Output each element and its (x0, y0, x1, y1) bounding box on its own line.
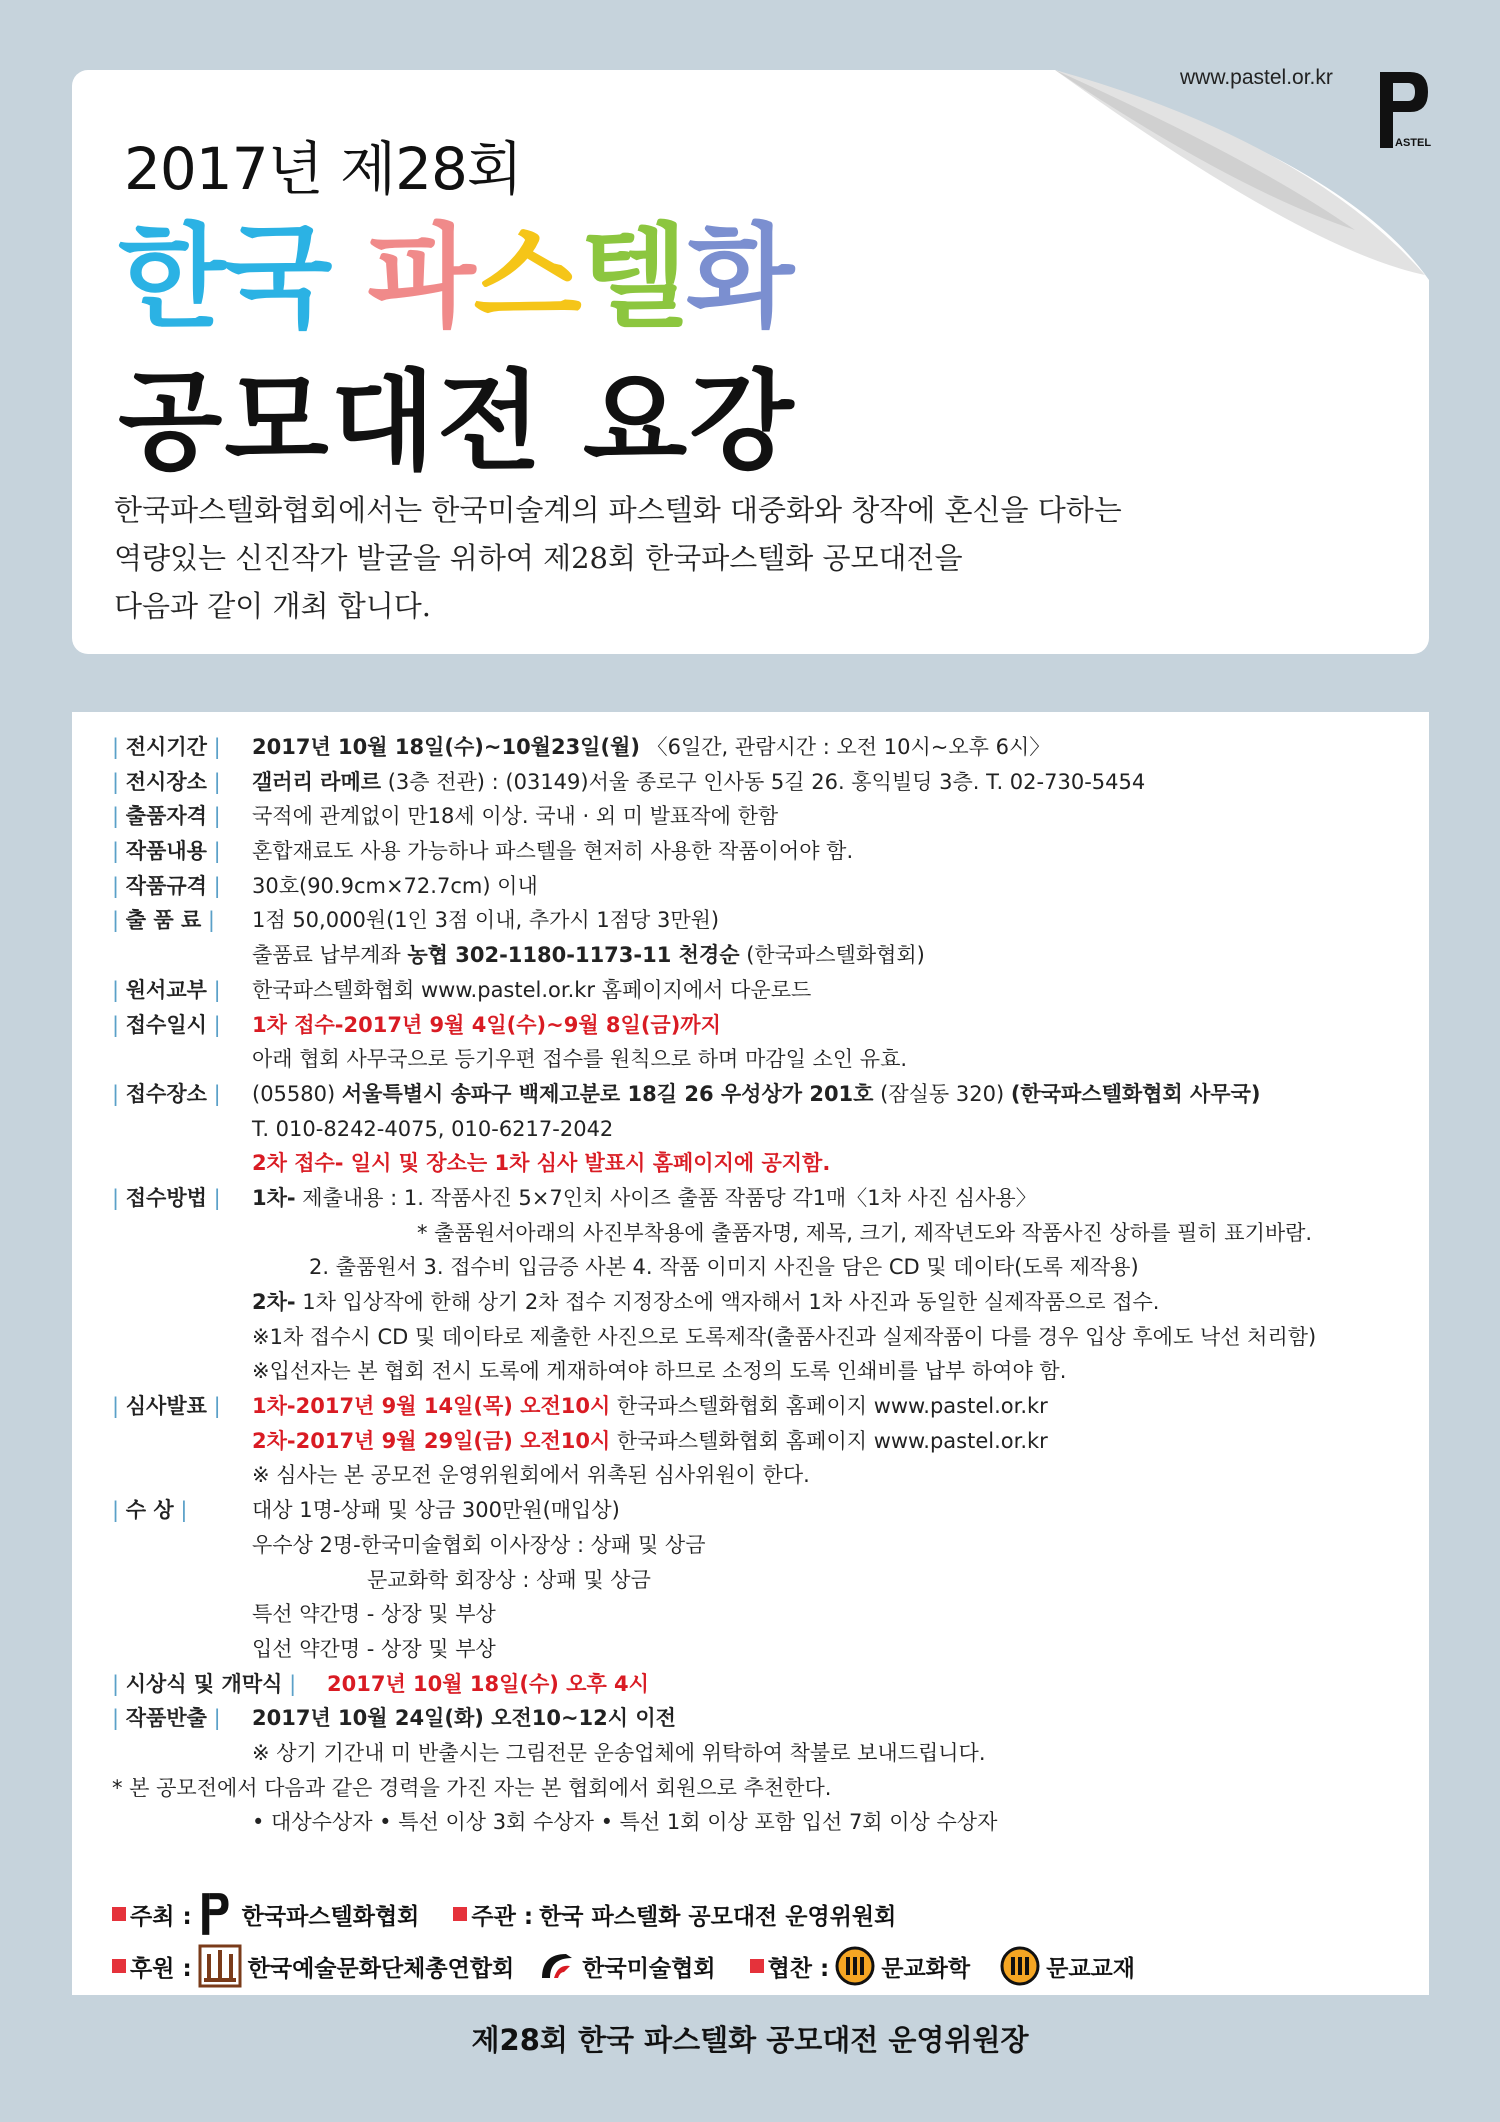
row-label (112, 730, 221, 765)
row-value-part: 2차 접수- 일시 및 장소는 1차 심사 발표시 홈페이지에 공지함. (252, 1151, 831, 1176)
row-value-part: 1차- (252, 1185, 296, 1210)
row-label-text: 시상식 및 개막식 (125, 1671, 283, 1696)
info-row (112, 869, 1412, 904)
row-value-part: T. 010-8242-4075, 010-6217-2042 (252, 1116, 614, 1141)
label-bar: | (206, 1394, 221, 1419)
row-label-text: 원서교부 (125, 977, 207, 1002)
row-value-part: * 본 공모전에서 다음과 같은 경력을 가진 자는 본 협회에서 회원으로 추천한다. (112, 1775, 832, 1800)
label-bar: | (282, 1671, 297, 1696)
row-value (252, 1458, 810, 1493)
row-value (252, 1736, 986, 1771)
row-value-part: 서울특별시 송파구 백제고분로 18길 26 우성상가 201호 (341, 1081, 874, 1106)
label-bar: | (112, 908, 126, 933)
label-bar: | (112, 873, 126, 898)
row-value-part: 문교화학 회장상 : 상패 및 상금 (367, 1567, 651, 1592)
main-title (118, 188, 792, 349)
row-value (252, 1701, 676, 1736)
info-list (112, 730, 1412, 1840)
row-value-part: 1차-2017년 9월 14일(목) 오전10시 (252, 1394, 611, 1419)
row-label-text: 접수방법 (125, 1185, 207, 1210)
row-label (112, 1701, 221, 1736)
row-label-text: 작품내용 (125, 839, 207, 864)
row-value-part: 농협 302-1180-1173-11 천경순 (407, 943, 740, 968)
row-label-text: 출품자격 (125, 804, 207, 829)
row-label-text: 출 품 료 (125, 908, 202, 933)
title-char: 스 (473, 213, 580, 343)
row-value-part: 30호(90.9cm×72.7cm) 이내 (252, 873, 538, 898)
row-value (252, 834, 853, 869)
info-row (112, 1181, 1412, 1216)
row-value-part: ※1차 접수시 CD 및 데이타로 제출한 사진으로 도록제작(출품사진과 실제작품이 다를 경우 입상 후에도 낙선 처리함) (252, 1324, 1317, 1349)
sponsor1-name: 한국예술문화단체총연합회 (247, 1955, 515, 1982)
row-label (112, 1667, 296, 1702)
row-value-part: 한국파스텔화협회 홈페이지 www.pastel.or.kr (610, 1428, 1048, 1453)
row-value-part: 2차- (252, 1290, 296, 1314)
row-value-part: 2차-2017년 9월 29일(금) 오전10시 (252, 1428, 611, 1453)
info-row (112, 1736, 1412, 1771)
pastel-logo (1376, 70, 1438, 150)
label-bar: | (206, 1081, 221, 1106)
row-value (252, 1354, 1066, 1389)
label-bar: | (112, 804, 126, 829)
label-bar: | (206, 839, 221, 864)
label-bar: | (112, 839, 126, 864)
page-curl-decoration (1055, 70, 1432, 280)
row-value (252, 938, 925, 973)
row-value-part: 한국파스텔화협회 홈페이지 www.pastel.or.kr (610, 1394, 1048, 1419)
site-url: www.pastel.or.kr (1180, 66, 1333, 89)
row-value-part: 2017년 10월 18일(수)~10월23일(월) (252, 735, 640, 759)
row-value (327, 1667, 649, 1702)
row-value-part: 2. 출품원서 3. 접수비 입금증 사본 4. 작품 이미지 사진을 담은 CD 및 데이타(도록 제작용) (309, 1255, 1139, 1280)
info-row (112, 1250, 1412, 1285)
info-row (112, 1632, 1412, 1667)
info-row (112, 1146, 1412, 1181)
row-value-part: 1차 접수-2017년 9월 4일(수)~9월 8일(금)까지 (252, 1012, 721, 1037)
label-bar: | (112, 735, 126, 759)
row-value (252, 1424, 1048, 1459)
info-row (112, 1805, 1412, 1840)
info-row (112, 1077, 1412, 1112)
info-row (112, 1354, 1412, 1389)
info-row (112, 799, 1412, 834)
row-value-part: ※ 심사는 본 공모전 운영위원회에서 위촉된 심사위원이 한다. (252, 1463, 810, 1488)
label-bar: | (206, 1185, 221, 1210)
info-row (112, 973, 1412, 1008)
title-char: 파 (367, 213, 474, 343)
cooperation-label: 협찬 : (767, 1955, 830, 1982)
row-value (252, 1146, 830, 1181)
mungyo-logo (835, 1946, 875, 1986)
row-value (252, 1285, 1159, 1320)
row-label (112, 869, 221, 904)
row-value (252, 903, 719, 938)
row-label-text: 전시장소 (125, 769, 207, 794)
row-value-part: ※ 상기 기간내 미 반출시는 그림전문 운송업체에 위탁하여 착불로 보내드립니다. (252, 1740, 986, 1765)
label-bar: | (173, 1498, 188, 1523)
row-label-text: 작품규격 (125, 873, 207, 898)
sponsor-label: 후원 : (130, 1955, 192, 1982)
row-value (252, 1632, 496, 1667)
host-line (112, 1890, 896, 1938)
row-value (252, 1389, 1048, 1424)
row-value (252, 1528, 706, 1563)
info-row (112, 1667, 1412, 1702)
row-label (112, 903, 215, 938)
info-row (112, 1493, 1412, 1528)
row-value (252, 1320, 1316, 1355)
row-value-part: (잠실동 320) (873, 1081, 1011, 1106)
row-value (252, 1805, 997, 1840)
row-label-text: 작품반출 (125, 1706, 207, 1731)
row-value (252, 1008, 721, 1043)
row-value-part: 혼합재료도 사용 가능하나 파스텔을 현저히 사용한 작품이어야 함. (252, 839, 854, 864)
row-label (112, 799, 221, 834)
row-label (112, 765, 221, 800)
row-label (112, 1181, 221, 1216)
label-bar: | (112, 1081, 126, 1106)
info-row (112, 1771, 1412, 1806)
row-value-part: 갤러리 라메르 (252, 769, 382, 794)
manager-name: 한국 파스텔화 공모대전 운영위원회 (539, 1903, 897, 1930)
manager-label: 주관 : (471, 1903, 534, 1930)
intro-line: 다음과 같이 개최 합니다. (114, 589, 432, 623)
bullet-square (112, 1907, 126, 1921)
logo-text: ASTEL (1395, 137, 1432, 149)
label-bar: | (206, 1706, 221, 1731)
label-bar: | (206, 873, 221, 898)
info-row (112, 1008, 1412, 1043)
row-value-part: • 대상수상자 • 특선 이상 3회 수상자 • 특선 1회 이상 포함 입선 7회 이상 수상자 (252, 1810, 998, 1835)
row-value-part: 2017년 10월 18일(수) 오후 4시 (327, 1671, 649, 1696)
info-row (112, 1216, 1412, 1251)
row-label-text: 심사발표 (125, 1394, 207, 1419)
row-value-part: * 출품원서아래의 사진부착용에 출품자명, 제목, 크기, 제작년도와 작품사진 상하를 필히 표기바람. (417, 1220, 1313, 1245)
title-char (330, 213, 367, 343)
label-bar: | (112, 1706, 126, 1731)
row-value-part: 아래 협회 사무국으로 등기우편 접수를 원칙으로 하며 마감일 소인 유효. (252, 1047, 908, 1072)
sponsor-line (112, 1944, 1135, 1988)
row-label (112, 973, 221, 1008)
label-bar: | (206, 1012, 221, 1037)
coop1-name: 문교화학 (881, 1955, 971, 1982)
row-value-part: (한국파스텔화협회) (739, 943, 925, 968)
info-row (112, 765, 1412, 800)
info-row (112, 1528, 1412, 1563)
row-label (112, 1077, 221, 1112)
info-row (112, 1563, 1412, 1598)
korean-art-association-logo (536, 1948, 576, 1984)
row-value (252, 869, 538, 904)
row-value-part: 1점 50,000원(1인 3점 이내, 추가시 1점당 3만원) (252, 908, 720, 933)
row-value-part: 제출내용 : 1. 작품사진 5×7인치 사이즈 출품 작품당 각1매〈1차 사진 심사용〉 (295, 1185, 1037, 1210)
info-row (112, 1424, 1412, 1459)
row-label (112, 1493, 187, 1528)
host-label: 주최 : (130, 1903, 192, 1930)
row-value-part: 국적에 관계없이 만18세 이상. 국내 · 외 미 발표작에 한함 (252, 804, 779, 829)
bullet-square (112, 1959, 126, 1973)
row-label-text: 수 상 (125, 1498, 174, 1523)
info-row (112, 834, 1412, 869)
row-value-part: 1차 입상작에 한해 상기 2차 접수 지정장소에 액자해서 1차 사진과 동일한 실제작품으로 접수. (295, 1290, 1160, 1314)
row-value (252, 1077, 1260, 1112)
info-row (112, 1458, 1412, 1493)
row-value (252, 1493, 620, 1528)
art-federation-logo (198, 1944, 242, 1988)
label-bar: | (112, 1394, 126, 1419)
row-label-text: 전시기간 (125, 735, 207, 759)
label-bar: | (201, 908, 216, 933)
label-bar: | (112, 1498, 126, 1523)
row-label (112, 834, 221, 869)
title-char: 텔 (579, 213, 686, 343)
label-bar: | (206, 977, 221, 1002)
sponsor2-name: 한국미술협회 (582, 1955, 716, 1982)
info-row (112, 903, 1412, 938)
info-row (112, 1597, 1412, 1632)
row-label-text: 접수장소 (125, 1081, 207, 1106)
info-row (112, 1285, 1412, 1320)
label-bar: | (206, 769, 221, 794)
row-value-part: 우수상 2명-한국미술협회 이사장상 : 상패 및 상금 (252, 1532, 706, 1557)
row-value (252, 1112, 613, 1147)
label-bar: | (112, 1185, 126, 1210)
intro-paragraph (114, 486, 1374, 630)
row-value-part: 한국파스텔화협회 www.pastel.or.kr 홈페이지에서 다운로드 (252, 977, 812, 1002)
info-row (112, 1389, 1412, 1424)
row-label (112, 1008, 221, 1043)
label-bar: | (112, 1671, 126, 1696)
row-value (252, 973, 811, 1008)
sub-title: 공모대전 요강 (118, 360, 796, 485)
row-value (252, 765, 1145, 800)
row-value-part: 〈6일간, 관람시간 : 오전 10시~오후 6시〉 (639, 735, 1051, 759)
row-value (112, 1771, 831, 1806)
row-value (417, 1216, 1312, 1251)
bullet-square (453, 1907, 467, 1921)
info-row (112, 1320, 1412, 1355)
row-value-part: (05580) (252, 1081, 342, 1106)
row-value-part: (3층 전관) : (03149)서울 종로구 인사동 5길 26. 홍익빌딩 3층. T. 02-730-5454 (381, 769, 1146, 794)
title-char: 화 (686, 213, 793, 343)
info-row (112, 1701, 1412, 1736)
info-row (112, 1112, 1412, 1147)
label-bar: | (206, 804, 221, 829)
row-value (252, 730, 1050, 765)
coop2-name: 문교교재 (1046, 1955, 1135, 1982)
title-char: 한국 (118, 213, 331, 343)
row-value-part: 대상 1명-상패 및 상금 300만원(매입상) (252, 1498, 620, 1523)
host-name: 한국파스텔화협회 (241, 1903, 420, 1930)
label-bar: | (112, 1012, 126, 1037)
bullet-square (750, 1959, 764, 1973)
row-value (252, 1042, 907, 1077)
row-label-text: 접수일시 (125, 1012, 207, 1037)
label-bar: | (112, 977, 126, 1002)
info-row (112, 938, 1412, 973)
row-value-part: 출품료 납부계좌 (252, 943, 408, 968)
label-bar: | (206, 735, 221, 759)
info-row (112, 1042, 1412, 1077)
intro-line: 역량있는 신진작가 발굴을 위하여 제28회 한국파스텔화 공모대전을 (114, 541, 963, 575)
year-title: 2017년 제28회 (124, 135, 522, 203)
mungyo-logo (1000, 1946, 1040, 1986)
row-value (367, 1563, 651, 1598)
row-value (309, 1250, 1139, 1285)
row-value (252, 1597, 496, 1632)
row-value-part: ※입선자는 본 협회 전시 도록에 게재하여야 하므로 소정의 도록 인쇄비를 납부 하여야 함. (252, 1359, 1067, 1384)
row-value-part: 2017년 10월 24일(화) 오전10~12시 이전 (252, 1706, 676, 1731)
info-row (112, 730, 1412, 765)
intro-line: 한국파스텔화협회에서는 한국미술계의 파스텔화 대중화와 창작에 혼신을 다하는 (114, 493, 1122, 527)
row-value-part: (한국파스텔화협회 사무국) (1010, 1081, 1261, 1106)
row-value (252, 799, 778, 834)
label-bar: | (112, 769, 126, 794)
row-label (112, 1389, 221, 1424)
closing-signature: 제28회 한국 파스텔화 공모대전 운영위원장 (471, 2023, 1029, 2057)
row-value (252, 1181, 1037, 1216)
row-value-part: 특선 약간명 - 상장 및 부상 (252, 1602, 496, 1627)
pastel-small-logo (200, 1890, 234, 1938)
row-value-part: 입선 약간명 - 상장 및 부상 (252, 1636, 496, 1661)
